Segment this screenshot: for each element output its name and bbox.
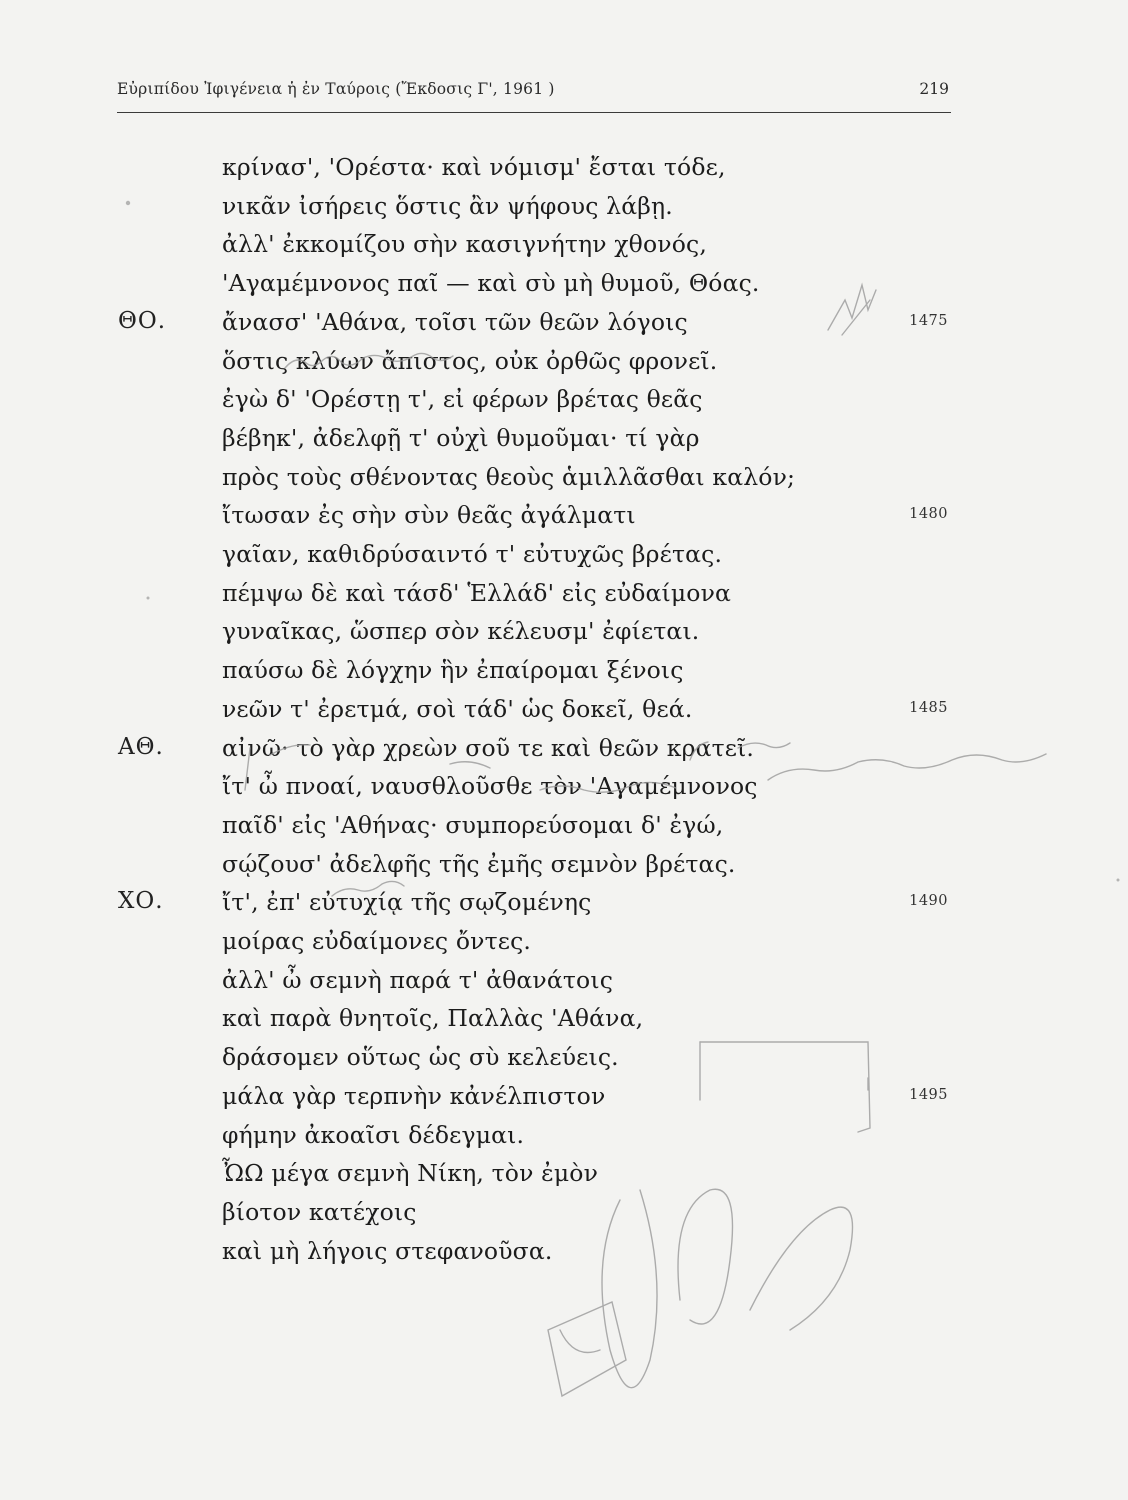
verse-text: φήμην ἀκοαῖσι δέδεγμαι. <box>222 1120 525 1149</box>
verse-text: μάλα γὰρ τερπνὴν κἀνέλπιστον <box>222 1081 606 1110</box>
verse-text: μοίρας εὐδαίμονες ὄντες. <box>222 927 531 955</box>
verse-text: δράσομεν οὕτως ὡς σὺ κελεύεις. <box>222 1043 619 1072</box>
verse-line <box>0 695 1128 733</box>
verse-text: γυναῖκας, ὥσπερ σὸν κέλευσμ' ἐφίεται. <box>222 617 700 646</box>
verse-text: πρὸς τοὺς σθένοντας θεοὺς ἁμιλλᾶσθαι καλόν; <box>222 462 796 491</box>
verse-line <box>0 850 1128 888</box>
verse-line <box>0 1198 1128 1236</box>
verse-line <box>0 424 1128 462</box>
verse-line <box>0 579 1128 617</box>
verse-text: κρίνασ', 'Ορέστα· καὶ νόμισμ' ἔσται τόδε, <box>222 153 726 181</box>
verse-text: ἄνασσ' 'Αθάνα, τοῖσι τῶν θεῶν λόγοις <box>222 307 688 336</box>
verse-line <box>0 1082 1128 1120</box>
verse-text: βίοτον κατέχοις <box>222 1197 417 1226</box>
verse-text: παύσω δὲ λόγχην ἣν ἐπαίρομαι ξένοις <box>222 656 684 685</box>
verse-line <box>0 540 1128 578</box>
page-number: 219 <box>919 80 949 98</box>
verse-line <box>0 1043 1128 1081</box>
verse-line <box>0 463 1128 501</box>
verse-text: καὶ παρὰ θνητοῖς, Παλλὰς 'Αθάνα, <box>222 1004 644 1033</box>
verse-line <box>0 1121 1128 1159</box>
verse-text: αἰνῶ· τὸ γὰρ χρεὼν σοῦ τε καὶ θεῶν κρατεῖ. <box>222 733 755 762</box>
verse-line <box>0 385 1128 423</box>
verse-text: ἴτ' ὦ πνοαί, ναυσθλοῦσθε τὸν 'Αγαμέμνονος <box>222 772 758 801</box>
line-number: 1480 <box>909 506 948 523</box>
verse-line <box>0 966 1128 1004</box>
verse-text: παῖδ' εἰς 'Αθήνας· συμπορεύσομαι δ' ἐγώ, <box>222 810 724 839</box>
verse-line <box>0 772 1128 810</box>
verse-line <box>0 308 1128 346</box>
line-number: 1475 <box>909 312 948 329</box>
verse-line <box>0 1159 1128 1197</box>
verse-text: ὮΩ μέγα σεμνὴ Νίκη, τὸν ἐμὸν <box>222 1159 599 1188</box>
verse-line <box>0 1004 1128 1042</box>
verse-text: νεῶν τ' ἐρετμά, σοὶ τάδ' ὡς δοκεῖ, θεά. <box>222 694 693 723</box>
verse-line <box>0 617 1128 655</box>
verse-text: γαῖαν, καθιδρύσαιντό τ' εὐτυχῶς βρέτας. <box>222 540 723 568</box>
verse-line <box>0 1237 1128 1275</box>
verse-text: ἀλλ' ἐκκομίζου σὴν κασιγνήτην χθονός, <box>222 230 707 259</box>
verse-line <box>0 888 1128 926</box>
verse-text: ἴτ', ἐπ' εὐτυχίᾳ τῆς σῳζομένης <box>222 888 592 917</box>
speaker-label: ΧΟ. <box>118 888 164 915</box>
verse-line <box>0 230 1128 268</box>
speaker-label: ΘΟ. <box>118 307 167 334</box>
line-number: 1485 <box>909 699 948 716</box>
running-head <box>117 80 949 110</box>
verse-line <box>0 927 1128 965</box>
verse-text: 'Αγαμέμνονος παῖ — καὶ σὺ μὴ θυμοῦ, Θόας. <box>222 269 760 298</box>
verse-line <box>0 192 1128 230</box>
verse-line <box>0 347 1128 385</box>
line-number: 1495 <box>909 1086 948 1103</box>
running-head-title: Εὐριπίδου Ἰφιγένεια ἡ ἐν Ταύροις (Ἔκδοσις Γ', 1961 ) <box>117 80 555 98</box>
speaker-label: ΑΘ. <box>118 733 164 760</box>
verse-text: καὶ μὴ λήγοις στεφανοῦσα. <box>222 1236 553 1265</box>
verse-text: σῴζουσ' ἀδελφῆς τῆς ἐμῆς σεμνὸν βρέτας. <box>222 849 736 878</box>
verse-text: ὅστις κλύων ἄπιστος, οὐκ ὀρθῶς φρονεῖ. <box>222 346 718 375</box>
verse-text: νικᾶν ἰσήρεις ὅστις ἂν ψήφους λάβῃ. <box>222 191 673 220</box>
verse-line <box>0 269 1128 307</box>
line-number: 1490 <box>909 893 948 910</box>
verse-line <box>0 501 1128 539</box>
verse-line <box>0 811 1128 849</box>
verse-text: ἴτωσαν ἐς σὴν σὺν θεᾶς ἀγάλματι <box>222 501 636 530</box>
verse-text: ἀλλ' ὦ σεμνὴ παρά τ' ἀθανάτοις <box>222 965 614 994</box>
verse-line <box>0 734 1128 772</box>
verse-text: ἐγὼ δ' 'Ορέστῃ τ', εἰ φέρων βρέτας θεᾶς <box>222 385 703 414</box>
verse-line <box>0 656 1128 694</box>
header-rule <box>117 112 951 113</box>
verse-text: πέμψω δὲ καὶ τάσδ' Ἑλλάδ' εἰς εὐδαίμονα <box>222 578 732 607</box>
verse-line <box>0 153 1128 191</box>
verse-text: βέβηκ', ἀδελφῇ τ' οὐχὶ θυμοῦμαι· τί γὰρ <box>222 423 700 452</box>
